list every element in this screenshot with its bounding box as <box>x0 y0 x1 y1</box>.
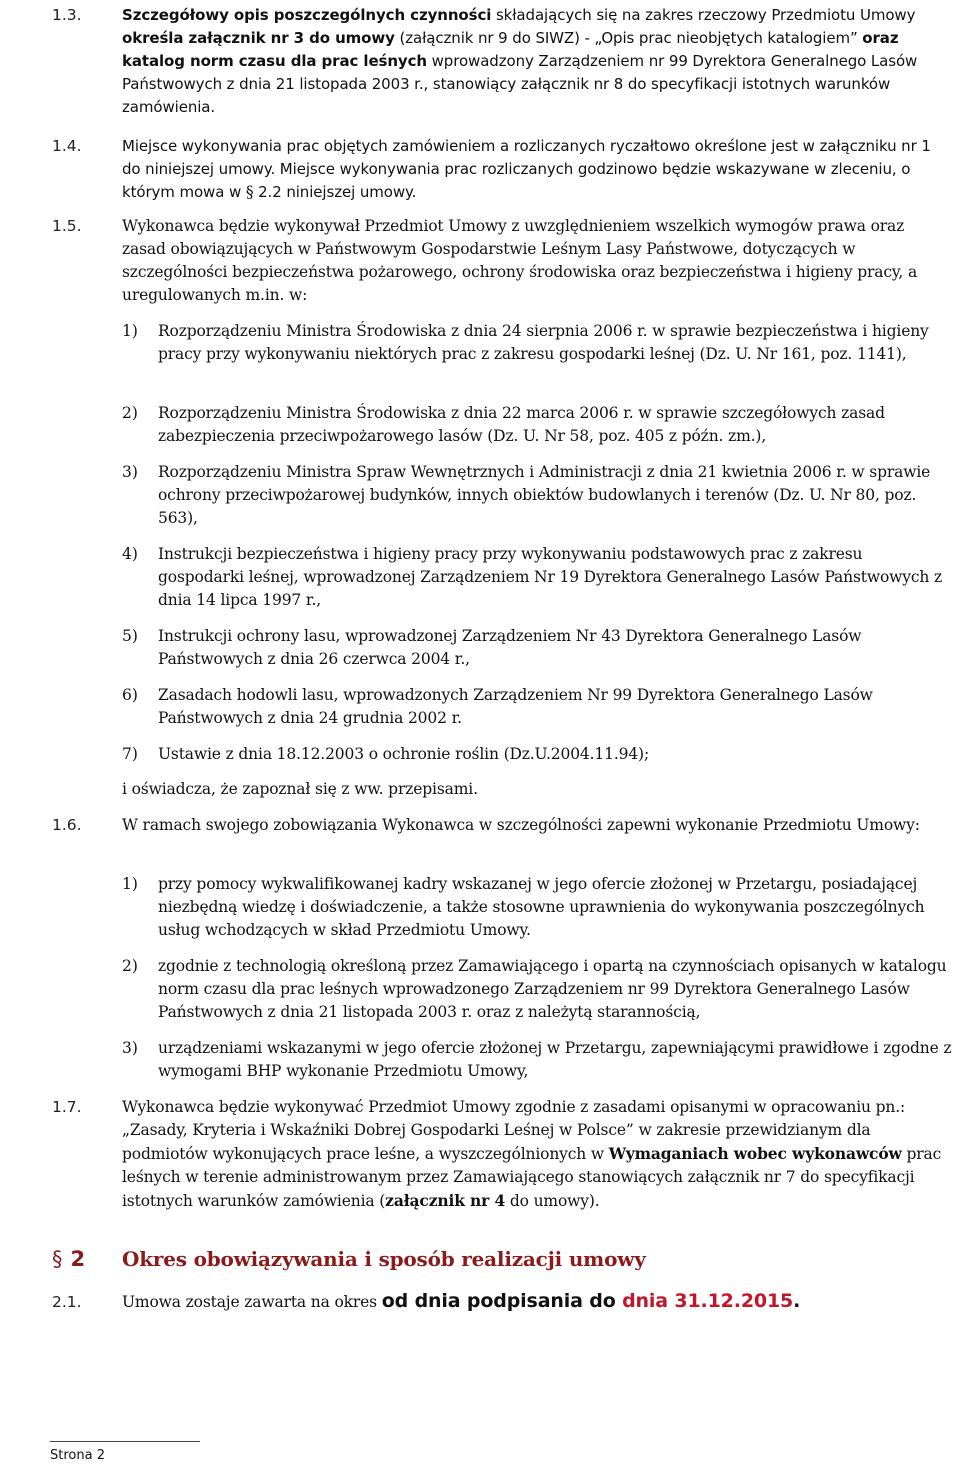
paragraph-number: 1.3. <box>52 6 82 24</box>
list-item: 1) Rozporządzeniu Ministra Środowiska z dnia 24 sierpnia 2006 r. w sprawie bezpieczeństwa i higieny pracy przy wykonywaniu niektórych prac z zakresu gospodarki leśnej (Dz. U. Nr 161, poz. 1141), <box>122 322 929 363</box>
paragraph-text: Miejsce wykonywania prac objętych zamówieniem a rozliczanych ryczałtowo określone jest w załączniku nr 1 do niniejszej umowy. Miejsce wykonywania prac rozliczanych godzinowo będzie wskazywane w zleceniu, o którym mowa w § 2.2 niniejszej umowy. <box>122 137 931 201</box>
paragraph-text: Wykonawca będzie wykonywać Przedmiot Umowy zgodnie z zasadami opisanymi w opracowaniu pn.: „Zasady, Kryteria i Wskaźniki Dobrej Gospodarki Leśnej w Polsce” w zakresie przewidzianym dla podmiotów wykonujących prace leśne, a wyszczególnionych w Wymaganiach wobec wykonawców prac leśnych w terenie administrowanym przez Zamawiającego stanowiących załącznik nr 7 do specyfikacji istotnych warunków zamówienia (załącznik nr 4 do umowy). <box>122 1098 942 1210</box>
paragraph-number: 1.6. <box>52 816 82 834</box>
list-item: 6) Zasadach hodowli lasu, wprowadzonych Zarządzeniem Nr 99 Dyrektora Generalnego Lasów Państwowych z dnia 24 grudnia 2002 r. <box>122 686 873 727</box>
paragraph-number: 1.7. <box>52 1098 82 1116</box>
list-item: 5) Instrukcji ochrony lasu, wprowadzonej Zarządzeniem Nr 43 Dyrektora Generalnego Lasów Państwowych z dnia 26 czerwca 2004 r., <box>122 627 862 668</box>
paragraph-text: Szczegółowy opis poszczególnych czynności składających się na zakres rzeczowy Przedmiotu Umowy określa załącznik nr 3 do umowy (załącznik nr 9 do SIWZ) - „Opis prac nieobjętych katalogiem” oraz katalog norm czasu dla prac leśnych wprowadzony Zarządzeniem nr 99 Dyrektora Generalnego Lasów Państwowych z dnia 21 listopada 2003 r., stanowiący załącznik nr 8 do specyfikacji istotnych warunków zamówienia. <box>122 6 918 116</box>
paragraph-text: W ramach swojego zobowiązania Wykonawca w szczególności zapewni wykonanie Przedmiotu Umowy: <box>122 816 920 834</box>
paragraph-1-5 <box>52 215 952 307</box>
paragraph-number: 1.4. <box>52 137 82 155</box>
section-number: 2 <box>70 1247 86 1271</box>
list-item: 2) Rozporządzeniu Ministra Środowiska z dnia 22 marca 2006 r. w sprawie szczegółowych zasad zabezpieczenia przeciwpożarowego lasów (Dz. U. Nr 58, poz. 405 z późn. zm.), <box>122 404 885 445</box>
list-item: 4) Instrukcji bezpieczeństwa i higieny pracy przy wykonywaniu podstawowych prac z zakresu gospodarki leśnej, wprowadzonej Zarządzeniem Nr 19 Dyrektora Generalnego Lasów Państwowych z dnia 14 lipca 1997 r., <box>122 545 943 609</box>
paragraph-1-4 <box>52 135 952 204</box>
footer-divider <box>50 1441 200 1442</box>
paragraph-1-3 <box>52 4 952 119</box>
section-heading <box>52 1247 646 1271</box>
section-symbol: § <box>245 183 254 201</box>
closing-line: i oświadcza, że zapoznał się z ww. przepisami. <box>122 780 478 798</box>
paragraph-1-6 <box>52 814 952 837</box>
section-symbol: § <box>52 1247 63 1271</box>
page-number: Strona 2 <box>50 1448 105 1463</box>
list-item: 2) zgodnie z technologią określoną przez Zamawiającego i opartą na czynnościach opisanych w katalogu norm czasu dla prac leśnych wprowadzonego Zarządzeniem nr 99 Dyrektora Generalnego Lasów Państwowych z dnia 21 listopada 2003 r. oraz z należytą starannością, <box>122 957 947 1021</box>
section-title: Okres obowiązywania i sposób realizacji umowy <box>122 1247 646 1271</box>
paragraph-text: Wykonawca będzie wykonywał Przedmiot Umowy z uwzględnieniem wszelkich wymogów prawa oraz zasad obowiązujących w Państwowym Gospodarstwie Leśnym Lasy Państwowe, dotyczących w szczególności bezpieczeństwa pożarowego, ochrony środowiska oraz bezpieczeństwa i higieny pracy, a uregulowanych m.in. w: <box>122 217 918 304</box>
paragraph-2-1 <box>52 1290 952 1314</box>
paragraph-1-7 <box>52 1096 952 1213</box>
paragraph-number: 2.1. <box>52 1293 82 1311</box>
paragraph-text: Umowa zostaje zawarta na okres od dnia podpisania do dnia 31.12.2015. <box>122 1290 801 1312</box>
list-item: 1) przy pomocy wykwalifikowanej kadry wskazanej w jego ofercie złożonej w Przetargu, posiadającej niezbędną wiedzę i doświadczenie, a także stosowne uprawnienia do wykonywania poszczególnych usług wchodzących w skład Przedmiotu Umowy. <box>122 875 925 939</box>
paragraph-number: 1.5. <box>52 217 82 235</box>
list-item: 7) Ustawie z dnia 18.12.2003 o ochronie roślin (Dz.U.2004.11.94); <box>122 745 650 763</box>
list-item: 3) Rozporządzeniu Ministra Spraw Wewnętrznych i Administracji z dnia 21 kwietnia 2006 r. w sprawie ochrony przeciwpożarowej budynków, innych obiektów budowlanych i terenów (Dz. U. Nr 80, poz. 563), <box>122 463 931 527</box>
list-item: 3) urządzeniami wskazanymi w jego ofercie złożonej w Przetargu, zapewniającymi prawidłowe i zgodne z wymogami BHP wykonanie Przedmiotu Umowy, <box>122 1039 952 1080</box>
